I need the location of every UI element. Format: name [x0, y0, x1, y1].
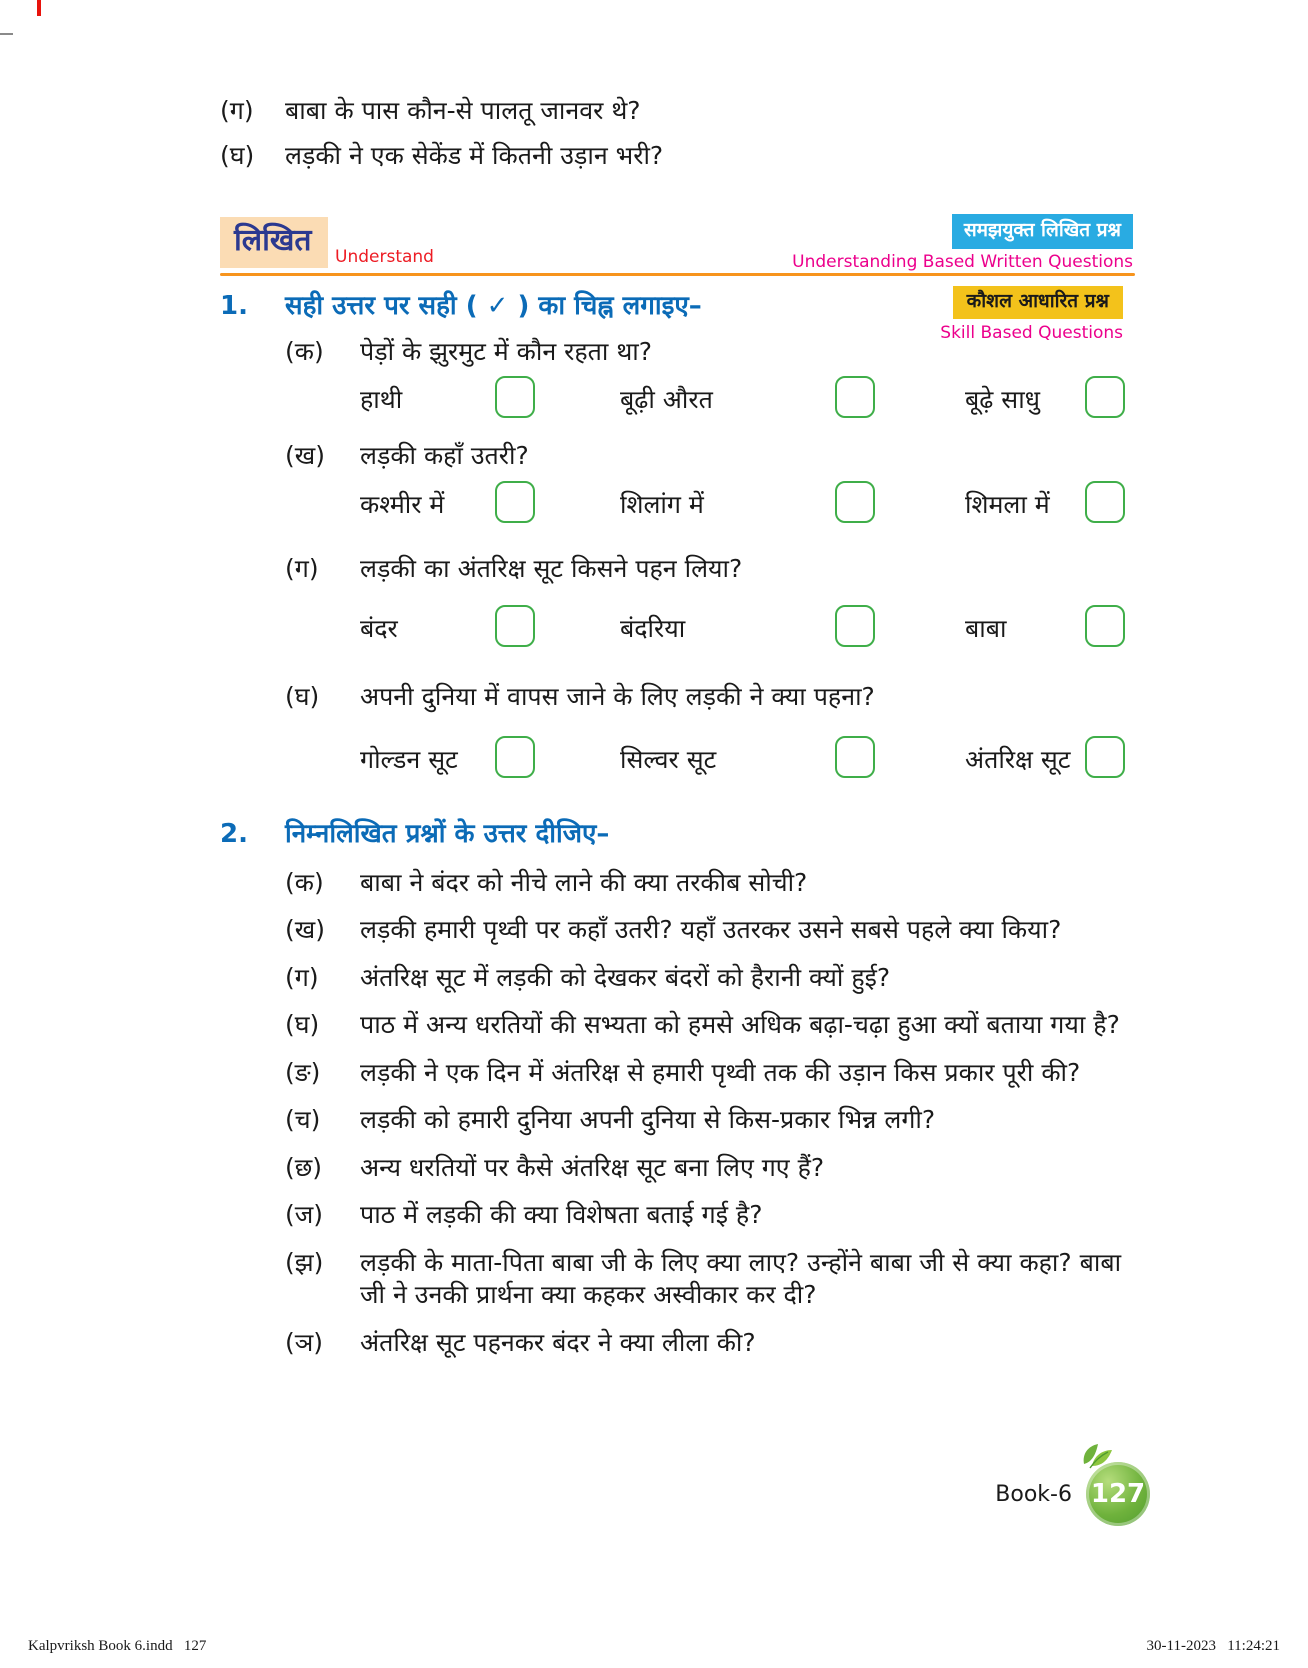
question-label: (क): [285, 867, 324, 897]
subquestion-row: [220, 681, 1135, 714]
question-label: (ग): [220, 96, 254, 125]
option-label: बूढ़े साधु: [965, 385, 1041, 415]
subquestion-row: [220, 553, 1135, 586]
options-row: [220, 376, 1135, 428]
question-row: [220, 867, 1135, 900]
option-label: गोल्डन सूट: [360, 744, 458, 774]
question-text: पाठ में अन्य धरतियों की सभ्यता को हमसे अधिक बढ़ा-चढ़ा हुआ क्यों बताया गया है?: [360, 1010, 1120, 1040]
answer-checkbox[interactable]: [495, 736, 535, 778]
question-text: बाबा के पास कौन-से पालतू जानवर थे?: [285, 96, 641, 125]
question-label: (ग): [285, 962, 319, 992]
subquestion-text: लड़की कहाँ उतरी?: [360, 441, 529, 471]
options-row: [220, 481, 1135, 533]
subquestion-row: [220, 440, 1135, 473]
subquestion-label: (क): [285, 336, 324, 366]
answer-checkbox[interactable]: [495, 481, 535, 523]
answer-checkbox[interactable]: [1085, 605, 1125, 647]
option-label: शिलांग में: [620, 489, 704, 519]
option-label: कश्मीर में: [360, 489, 445, 519]
options-row: [220, 736, 1135, 788]
question-label: (ङ): [285, 1057, 321, 1087]
question-text: लड़की ने एक सेकेंड में कितनी उड़ान भरी?: [285, 140, 664, 170]
section-header: [220, 214, 1135, 276]
option-label: बाबा: [965, 614, 1007, 644]
divider-line: [220, 273, 1135, 276]
page-number: 127: [1090, 1479, 1146, 1509]
answer-checkbox[interactable]: [835, 605, 875, 647]
question-text: अंतरिक्ष सूट पहनकर बंदर ने क्या लीला की?: [360, 1327, 756, 1357]
answer-checkbox[interactable]: [835, 736, 875, 778]
question-text: बाबा ने बंदर को नीचे लाने की क्या तरकीब सोची?: [360, 867, 808, 897]
intro-question-row: [220, 95, 1135, 128]
answer-checkbox[interactable]: [1085, 376, 1125, 418]
subquestion-label: (ग): [285, 553, 319, 583]
option-label: बंदर: [360, 614, 398, 644]
answer-checkbox[interactable]: [1085, 736, 1125, 778]
page-content: [220, 95, 1135, 1359]
subquestion-label: (ख): [285, 441, 325, 471]
question-row: [220, 1009, 1135, 1042]
question-title: निम्नलिखित प्रश्नों के उत्तर दीजिए–: [285, 818, 610, 849]
section-subtitle: Understand: [335, 247, 434, 267]
question-label: (घ): [220, 140, 255, 170]
answer-checkbox[interactable]: [495, 605, 535, 647]
crop-mark-red: [37, 0, 41, 16]
question-row: [220, 1327, 1135, 1360]
option-label: बूढ़ी औरत: [620, 385, 713, 415]
question-2-block: [220, 818, 1135, 1359]
answer-checkbox[interactable]: [495, 376, 535, 418]
page-footer-badge: [995, 1462, 1150, 1526]
question-label: (झ): [285, 1247, 324, 1277]
question-row: [220, 914, 1135, 947]
answer-checkbox[interactable]: [835, 481, 875, 523]
question-number: 1.: [220, 291, 248, 321]
skill-badge-subtitle: Skill Based Questions: [940, 323, 1123, 343]
subquestion-text: अपनी दुनिया में वापस जाने के लिए लड़की ने क्या पहना?: [360, 682, 875, 712]
question-label: (घ): [285, 1010, 320, 1040]
subquestion-text: पेड़ों के झुरमुट में कौन रहता था?: [360, 336, 653, 366]
question-text: अंतरिक्ष सूट में लड़की को देखकर बंदरों को हैरानी क्यों हुई?: [360, 962, 891, 992]
question-row: [220, 962, 1135, 995]
question-label: (ज): [285, 1200, 324, 1230]
option-label: सिल्वर सूट: [620, 744, 717, 774]
question-row: [220, 1152, 1135, 1185]
print-footer-right: 30-11-2023 11:24:21: [1146, 1638, 1280, 1654]
question-label: (ख): [285, 915, 325, 945]
question-1-block: [220, 290, 1135, 788]
question-row: [220, 1247, 1135, 1312]
question-text: पाठ में लड़की की क्या विशेषता बताई गई है?: [360, 1200, 763, 1230]
question-text: लड़की हमारी पृथ्वी पर कहाँ उतरी? यहाँ उतरकर उसने सबसे पहले क्या किया?: [360, 915, 1062, 945]
section-title-box: [220, 217, 328, 268]
question-text: लड़की के माता-पिता बाबा जी के लिए क्या लाए? उन्होंने बाबा जी से क्या कहा? बाबा जी ने उनकी प्रार्थना क्या कहकर अस्वीकार कर दी?: [360, 1247, 1122, 1310]
option-label: बंदरिया: [620, 614, 686, 644]
question-row: [220, 1199, 1135, 1232]
option-label: हाथी: [360, 385, 403, 415]
question-title: सही उत्तर पर सही ( ✓ ) का चिह्न लगाइए–: [285, 291, 702, 321]
print-footer-left: Kalpvriksh Book 6.indd 127: [28, 1638, 207, 1654]
question-label: (छ): [285, 1152, 323, 1182]
question-text: लड़की ने एक दिन में अंतरिक्ष से हमारी पृथ्वी तक की उड़ान किस प्रकार पूरी की?: [360, 1057, 1081, 1087]
question-row: [220, 1104, 1135, 1137]
answer-checkbox[interactable]: [835, 376, 875, 418]
question-label: (ञ): [285, 1327, 324, 1357]
question-text: अन्य धरतियों पर कैसे अंतरिक्ष सूट बना लिए गए हैं?: [360, 1152, 825, 1182]
question-label: (च): [285, 1105, 321, 1135]
options-row: [220, 605, 1135, 657]
subquestion-text: लड़की का अंतरिक्ष सूट किसने पहन लिया?: [360, 553, 743, 583]
option-label: अंतरिक्ष सूट: [965, 744, 1071, 774]
page-number-circle: [1086, 1462, 1150, 1526]
understanding-badge-subtitle: Understanding Based Written Questions: [792, 252, 1133, 272]
leaf-icon: [1078, 1442, 1114, 1472]
book-label: Book-6: [995, 1481, 1072, 1507]
intro-question-row: [220, 140, 1135, 173]
question-text: लड़की को हमारी दुनिया अपनी दुनिया से किस-प्रकार भिन्न लगी?: [360, 1105, 936, 1135]
answer-checkbox[interactable]: [1085, 481, 1125, 523]
skill-badge: कौशल आधारित प्रश्न: [953, 286, 1123, 319]
section-title: लिखित: [234, 223, 312, 258]
question-number: 2.: [220, 818, 248, 849]
option-label: शिमला में: [965, 489, 1050, 519]
question-row: [220, 1057, 1135, 1090]
subquestion-label: (घ): [285, 682, 320, 712]
understanding-badge: समझयुक्त लिखित प्रश्न: [952, 214, 1133, 249]
crop-mark-tick: [0, 33, 13, 35]
question-2-heading: [220, 818, 1135, 852]
